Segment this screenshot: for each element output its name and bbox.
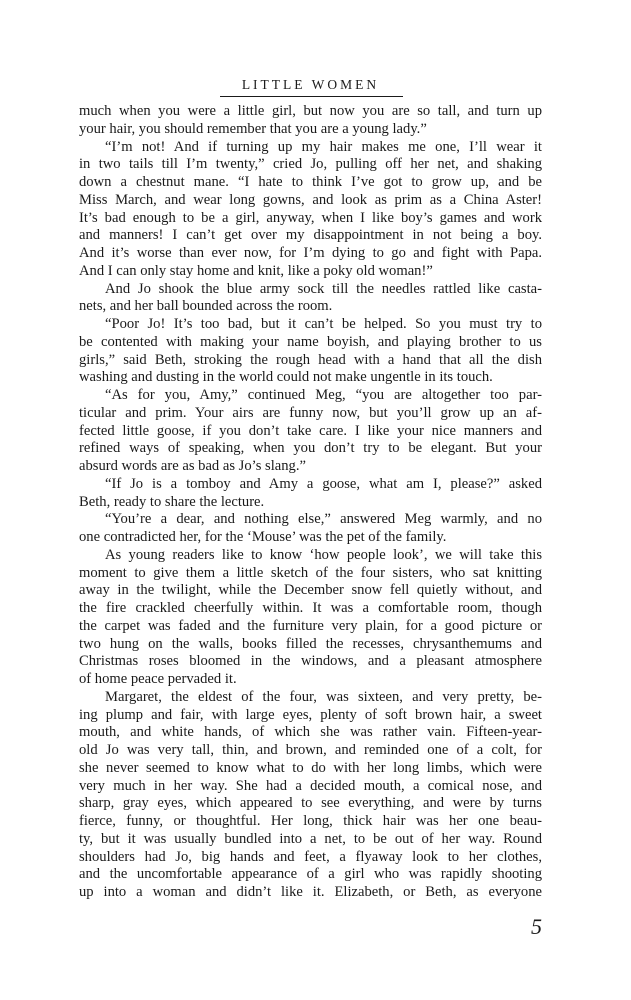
text-line: fierce, funny, or thoughtful. Her long, thick hair was her one beau- [79, 813, 542, 829]
text-line: “I’m not! And if turning up my hair makes me one, I’ll wear it [105, 138, 542, 155]
text-line: the fire crackled cheerfully within. It was a comfortable room, though [79, 600, 542, 616]
text-line: “If Jo is a tomboy and Amy a goose, what am I, please?” asked [105, 475, 542, 492]
header-rule [220, 96, 403, 97]
text-line: Beth, ready to share the lecture. [79, 493, 265, 510]
text-line: ty, but it was usually bundled into a net, to be out of her way. Round [79, 830, 542, 847]
text-line: It’s bad enough to be a girl, anyway, when I like boy’s games and work [79, 209, 542, 226]
text-line: your hair, you should remember that you are a young lady.” [79, 120, 427, 137]
text-line: “Poor Jo! It’s too bad, but it can’t be helped. So you must try to [105, 316, 542, 332]
text-line: one contradicted her, for the ‘Mouse’ was the pet of the family. [79, 529, 447, 545]
text-line: in two tails till I’m twenty,” cried Jo, pulling off her net, and shaking [79, 156, 542, 173]
text-line: As young readers like to know ‘how people look’, we will take this [105, 546, 542, 563]
text-line: absurd words are as bad as Jo’s slang.” [79, 458, 306, 474]
text-line: Margaret, the eldest of the four, was sixteen, and very pretty, be- [105, 688, 542, 705]
text-line: she never seemed to know what to do with her long limbs, which were [79, 759, 542, 776]
text-line: “As for you, Amy,” continued Meg, “you are altogether too par- [105, 387, 542, 403]
text-line: Christmas roses bloomed in the windows, and a pleasant atmosphere [79, 653, 542, 670]
text-line: ing plump and fair, with large eyes, plenty of soft brown hair, a sweet [79, 706, 542, 723]
text-line: and the uncomfortable appearance of a girl who was rapidly shooting [79, 866, 542, 883]
text-line: And it’s worse than ever now, for I’m dying to go and fight with Papa. [79, 245, 542, 261]
text-line: Miss March, and wear long gowns, and look as prim as a China Aster! [79, 191, 542, 208]
text-line: moment to give them a little sketch of the four sisters, who sat knitting [79, 564, 542, 581]
body-text [79, 103, 542, 902]
text-line: ticular and prim. Your airs are funny now, but you’ll grow up an af- [79, 404, 542, 421]
text-line: very much in her way. She had a decided mouth, a comical nose, and [79, 777, 542, 794]
text-line: And I can only stay home and knit, like a poky old woman!” [79, 262, 433, 279]
text-line: washing and dusting in the world could not make ungentle in its touch. [79, 369, 493, 386]
text-line: refined ways of speaking, when you don’t try to be elegant. But your [79, 440, 542, 457]
text-line: fected little goose, if you don’t take care. I like your nice manners and [79, 422, 542, 439]
text-line: be contented with making your name boyish, and playing brother to us [79, 333, 542, 350]
text-line: old Jo was very tall, thin, and brown, and reminded one of a colt, for [79, 742, 542, 758]
text-line: And Jo shook the blue army sock till the needles rattled like casta- [105, 280, 542, 297]
text-line: “You’re a dear, and nothing else,” answered Meg warmly, and no [105, 511, 542, 528]
text-line: up into a woman and didn’t like it. Elizabeth, or Beth, as everyone [79, 884, 542, 900]
running-head: LITTLE WOMEN [241, 77, 380, 92]
text-line: much when you were a little girl, but now you are so tall, and turn up [79, 103, 542, 119]
text-line: nets, and her ball bounded across the room. [79, 298, 333, 315]
text-line: sharp, gray eyes, which appeared to see everything, and were by turns [79, 795, 542, 812]
text-line: two hung on the walls, books filled the recesses, chrysanthemums and [79, 635, 542, 652]
text-line: shoulders had Jo, big hands and feet, a flyaway look to her clothes, [79, 848, 542, 865]
text-line: and manners! I can’t get over my disappointment in not being a boy. [79, 227, 542, 244]
text-line: the carpet was faded and the furniture very plain, for a good picture or [79, 617, 542, 634]
page-number: 5 [531, 914, 542, 939]
text-line: away in the twilight, while the December snow fell quietly without, and [79, 582, 542, 599]
text-line: mouth, and white hands, of which she was rather vain. Fifteen-year- [79, 724, 542, 741]
text-line: of home peace pervaded it. [79, 671, 237, 687]
text-line: down a chestnut mane. “I hate to think I’ve got to grow up, and be [79, 174, 542, 190]
text-line: girls,” said Beth, stroking the rough head with a hand that all the dish [79, 351, 542, 368]
